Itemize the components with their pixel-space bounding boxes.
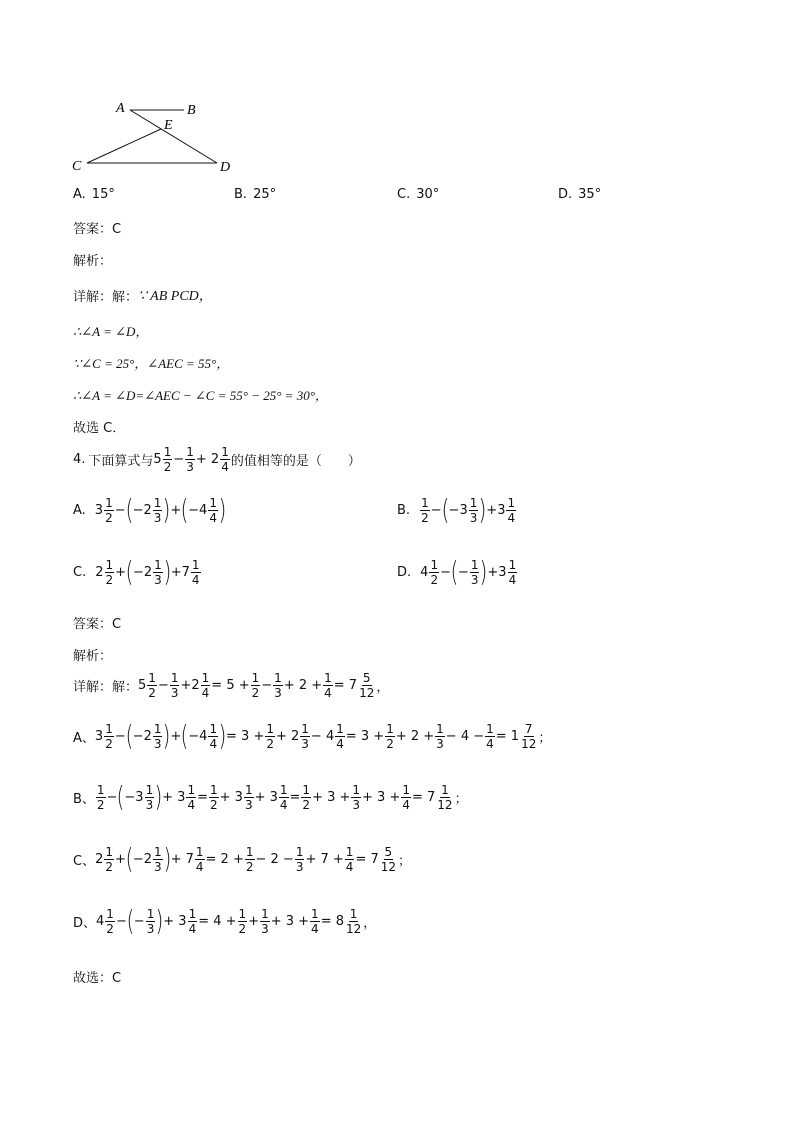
option-text: 30°	[416, 187, 440, 202]
segment-ad	[130, 110, 217, 163]
q4-answer: 答案：C	[73, 617, 122, 632]
option-letter: C.	[397, 187, 411, 202]
q3-detail-step1: 详解：解： ∵ AB PCD，	[73, 289, 213, 305]
point-label-e: E	[164, 118, 173, 133]
option-text: 25°	[253, 187, 277, 202]
point-label-d: D	[220, 160, 231, 175]
segment-ce	[87, 129, 161, 163]
q3-analysis-label: 解析：	[73, 254, 113, 269]
q4-line-b: B、 $\frac{1}{2}$ − ( −3 $\frac{1}{3}$ ) + 3 $\frac{1}{4}$ = $\frac{1}{2}$ + 3 $\frac{1}{3}$ + 3 $\frac{1}{4}$ = $\frac{1}{2}$ + 3 + $\frac{1}{3}$ + 3 + $\frac{1}{4}$ = 7 $\frac{1}{12}$ ；	[73, 780, 468, 813]
option-letter: A.	[73, 187, 86, 202]
option-letter: B.	[234, 187, 248, 202]
q4-option-c[interactable]: C. 2 $\frac{1}{2}$ + ( −2 $\frac{1}{3}$ ) +7 $\frac{1}{4}$	[73, 555, 200, 588]
q3-option-a[interactable]	[73, 187, 115, 202]
q3-choose: 故选 C．	[73, 421, 126, 436]
option-letter: D.	[558, 187, 573, 202]
q4-analysis-label: 解析：	[73, 649, 113, 664]
q4-line-d: D、 4 $\frac{1}{2}$ − ( − $\frac{1}{3}$ ) + 3 $\frac{1}{4}$ = 4 + $\frac{1}{2}$ + $\frac{1}{3}$ + 3 + $\frac{1}{4}$ = 8 $\frac{1}{12}$ ，	[73, 904, 377, 937]
option-text: 15°	[91, 187, 115, 202]
q3-answer: 答案：C	[73, 222, 122, 237]
q3-option-d[interactable]	[558, 187, 601, 202]
q4-option-a[interactable]: A. 3 $\frac{1}{2}$ − ( −2 $\frac{1}{3}$ ) + ( −4 $\frac{1}{4}$ )	[73, 493, 227, 526]
geometry-figure	[70, 96, 250, 180]
q4-option-b[interactable]: B. $\frac{1}{2}$ − ( −3 $\frac{1}{3}$ ) +3 $\frac{1}{4}$	[397, 493, 516, 526]
q3-step3: ∵∠C = 25°，∠AEC = 55°，	[73, 356, 230, 371]
q4-option-d[interactable]: D. 4 $\frac{1}{2}$ − ( − $\frac{1}{3}$ ) +3 $\frac{1}{4}$	[397, 555, 517, 588]
q4-detail-line: 详解：解： 5 $\frac{1}{2}$ − $\frac{1}{3}$ +2 $\frac{1}{4}$ = 5 + $\frac{1}{2}$ − $\frac{1}{3}$ + 2 + $\frac{1}{4}$ = 7 $\frac{5}{12}$ ，	[73, 671, 390, 700]
option-text: 35°	[578, 187, 602, 202]
q3-option-b[interactable]	[234, 187, 276, 202]
q3-option-c[interactable]	[397, 187, 439, 202]
q4-stem: 4. 下面算式与 5 $\frac{1}{2}$ − $\frac{1}{3}$ + 2 $\frac{1}{4}$ 的值相等的是（ ）	[73, 445, 361, 474]
q4-choose: 故选：C	[73, 971, 122, 986]
point-label-c: C	[72, 159, 82, 174]
point-label-b: B	[187, 103, 196, 118]
q3-step4: ∴∠A = ∠D=∠AEC − ∠C = 55° − 25° = 30°，	[73, 388, 328, 403]
q4-line-a: A、 3 $\frac{1}{2}$ − ( −2 $\frac{1}{3}$ ) + ( −4 $\frac{1}{4}$ ) = 3 + $\frac{1}{2}$ + 2 $\frac{1}{3}$ − 4 $\frac{1}{4}$ = 3 + $\frac{1}{2}$ + 2 + $\frac{1}{3}$ − 4 − $\frac{1}{4}$ = 1 $\frac{7}{12}$ ；	[73, 719, 552, 752]
point-label-a: A	[116, 101, 125, 116]
q3-step2: ∴∠A = ∠D，	[73, 324, 149, 339]
q4-line-c: C、 2 $\frac{1}{2}$ + ( −2 $\frac{1}{3}$ ) + 7 $\frac{1}{4}$ = 2 + $\frac{1}{2}$ − 2 − $\frac{1}{3}$ + 7 + $\frac{1}{4}$ = 7 $\frac{5}{12}$ ；	[73, 842, 412, 875]
